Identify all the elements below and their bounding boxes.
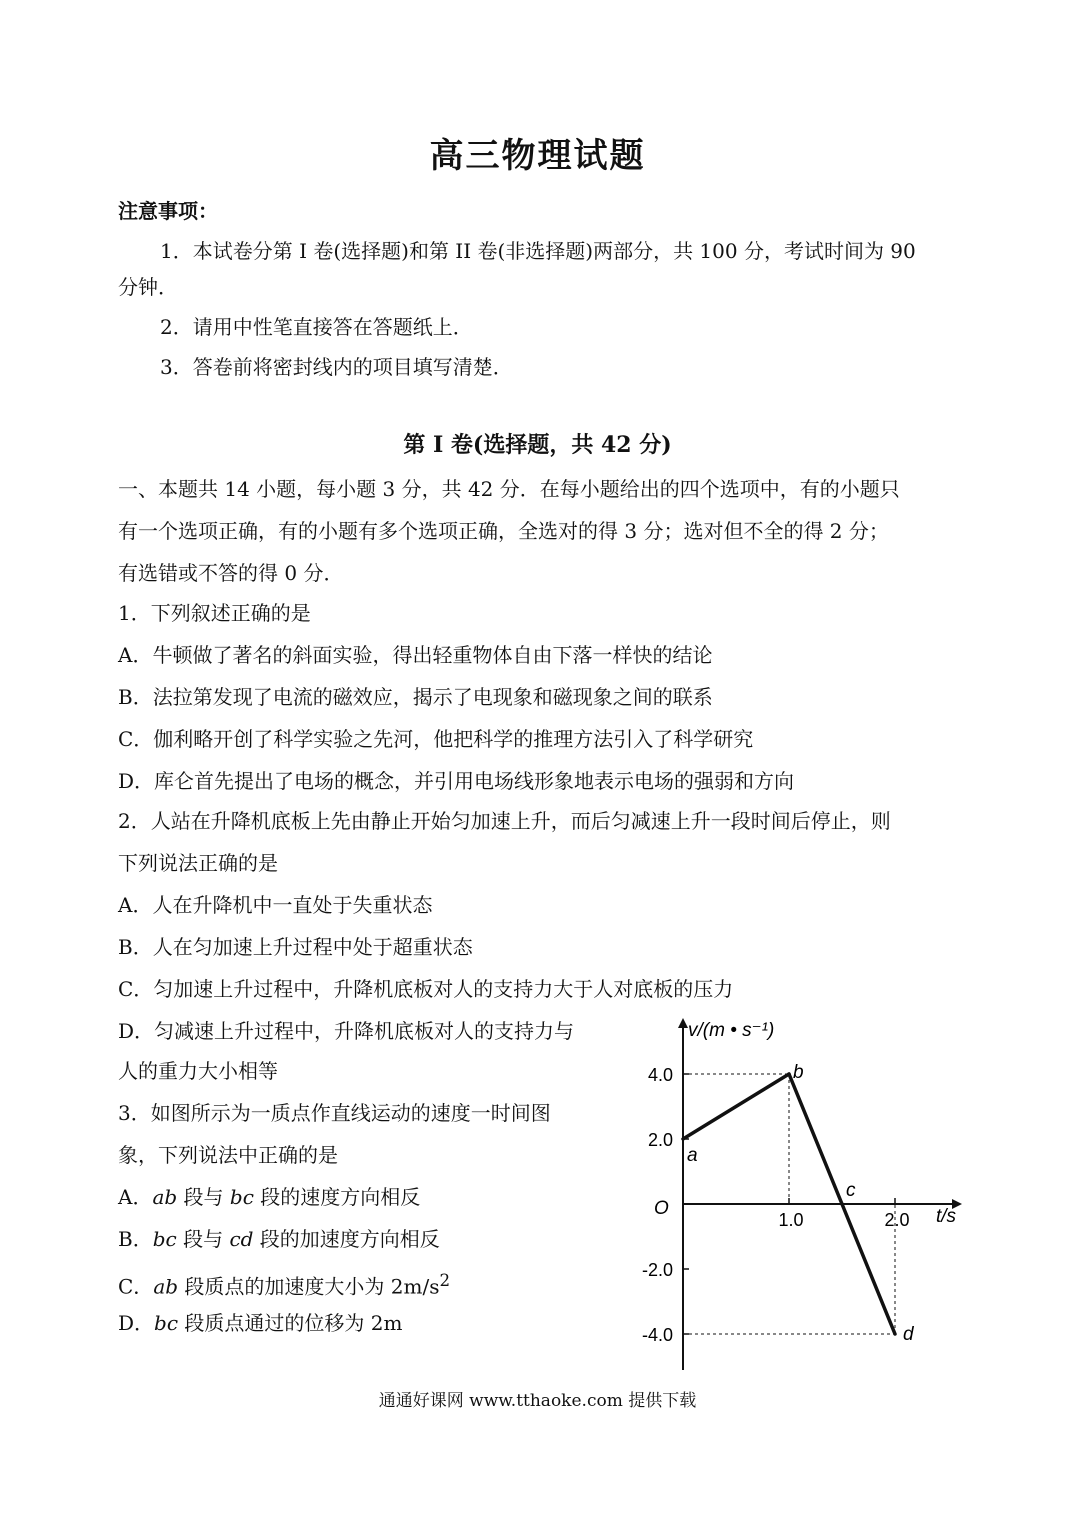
segment-label: cd [229, 1227, 254, 1251]
origin-label: O [654, 1198, 669, 1219]
q2-option-c: C．匀加速上升过程中，升降机底板对人的支持力大于人对底板的压力 [118, 977, 734, 1001]
notice-item-1: 1．本试卷分第 I 卷(选择题)和第 II 卷(非选择题)两部分，共 100 分，考试时间为 90 [160, 239, 916, 263]
page-title: 高三物理试题 [429, 136, 646, 176]
q3-option-d [118, 1308, 402, 1338]
q2-stem: 2．人站在升降机底板上先由静止开始匀加速上升，而后匀减速上升一段时间后停止，则 [118, 809, 891, 833]
option-text: 段质点的加速度大小为 2m/s [178, 1274, 440, 1299]
velocity-time-graph [620, 1010, 980, 1372]
q2-option-d: D．匀减速上升过程中，升降机底板对人的支持力与 [118, 1019, 575, 1043]
q1-option-d: D．库仑首先提出了电场的概念，并引用电场线形象地表示电场的强弱和方向 [118, 769, 795, 793]
option-text: 段的速度方向相反 [253, 1185, 421, 1209]
instructions-line: 有一个选项正确，有的小题有多个选项正确，全选对的得 3 分；选对但不全的得 2 分； [118, 519, 889, 543]
segment-label: bc [152, 1227, 177, 1251]
segment-label: ab [153, 1274, 179, 1299]
segment-label: bc [154, 1311, 179, 1335]
y-axis-label: v/(m • s⁻¹) [688, 1020, 775, 1041]
option-text: 段与 [177, 1185, 230, 1209]
x-tick-label: 2.0 [884, 1210, 910, 1230]
option-letter: D． [118, 1311, 155, 1335]
y-tick-label: -4.0 [641, 1325, 673, 1345]
footer-credit: 通通好课网 www.tthaoke.com 提供下载 [378, 1391, 697, 1411]
q2-stem-cont: 下列说法正确的是 [118, 851, 278, 875]
segment-bc [789, 1074, 842, 1204]
q2-option-d-cont: 人的重力大小相等 [118, 1059, 278, 1083]
section-title: 第 I 卷(选择题，共 42 分) [403, 432, 672, 458]
q3-stem: 3．如图所示为一质点作直线运动的速度一时间图 [118, 1101, 551, 1125]
option-letter: C． [118, 1274, 154, 1299]
notice-item-2: 2．请用中性笔直接答在答题纸上． [160, 315, 473, 339]
y-tick-label: 2.0 [647, 1130, 673, 1150]
superscript: 2 [439, 1271, 451, 1290]
q1-option-c: C．伽利略开创了科学实验之先河，他把科学的推理方法引入了科学研究 [118, 727, 754, 751]
segment-label: ab [152, 1185, 178, 1209]
x-tick-label: 1.0 [778, 1210, 804, 1230]
point-label-d: d [903, 1324, 914, 1345]
q1-stem: 1．下列叙述正确的是 [118, 601, 311, 625]
segment-ab [683, 1074, 789, 1139]
option-text: 段质点通过的位移为 2m [178, 1311, 403, 1335]
option-letter: B． [118, 1227, 153, 1251]
q3-stem-cont: 象，下列说法中正确的是 [118, 1143, 338, 1167]
instructions-line: 一、本题共 14 小题，每小题 3 分，共 42 分．在每小题给出的四个选项中，有的小题只 [118, 477, 900, 501]
point-label-b: b [793, 1062, 804, 1083]
point-label-c: c [846, 1180, 856, 1201]
notice-item-1-cont: 分钟． [118, 275, 178, 299]
instructions-line: 有选错或不答的得 0 分． [118, 561, 344, 585]
option-text: 段的加速度方向相反 [253, 1227, 440, 1251]
notice-heading: 注意事项： [118, 199, 218, 223]
q2-option-b: B．人在匀加速上升过程中处于超重状态 [118, 935, 473, 959]
point-label-a: a [687, 1145, 698, 1166]
q3-option-c [118, 1266, 450, 1302]
y-tick-label: 4.0 [647, 1065, 673, 1085]
notice-item-3: 3．答卷前将密封线内的项目填写清楚． [160, 355, 513, 379]
option-text: 段与 [176, 1227, 230, 1251]
q3-option-b [118, 1224, 440, 1254]
option-letter: A． [118, 1185, 153, 1209]
q1-option-b: B．法拉第发现了电流的磁效应，揭示了电现象和磁现象之间的联系 [118, 685, 713, 709]
q1-option-a: A．牛顿做了著名的斜面实验，得出轻重物体自由下落一样快的结论 [118, 643, 713, 667]
segment-label: bc [229, 1185, 254, 1209]
q3-option-a [118, 1182, 420, 1212]
y-tick-label: -2.0 [641, 1260, 673, 1280]
q2-option-a: A．人在升降机中一直处于失重状态 [118, 893, 433, 917]
x-axis-label: t/s [936, 1206, 957, 1227]
